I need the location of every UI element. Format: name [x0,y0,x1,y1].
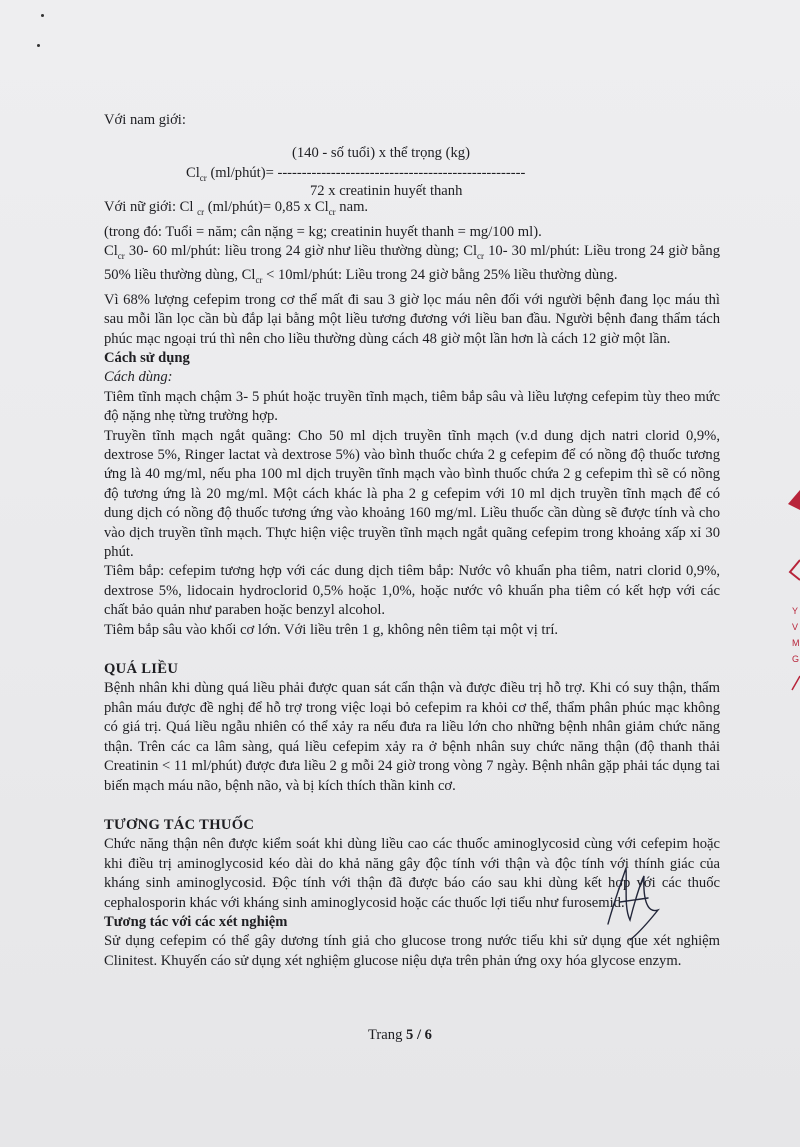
overdose-paragraph: Bệnh nhân khi dùng quá liều phải được quan sát cẩn thận và được điều trị hỗ trợ. Khi có suy thận, thẩm phân máu được đề nghị để hỗ trợ trong việc loại bỏ cefepim ra khỏi cơ thể, thẩm phân phúc mạc không có giá trị. Quá liều ngẫu nhiên có thể xảy ra nếu đưa ra liều lớn cho những bệnh nhân giảm chức năng thận. Trên các ca lâm sàng, quá liều cefepim xảy ra ở bệnh nhân suy chức năng thận (độ thanh thải Creatinin < 11 ml/phút) được đưa liều 2 g mỗi 24 giờ trong vòng 7 ngày. Bệnh nhân gặp phải tác dụng tai biến mạch máu não, bệnh não, và bị kích thích thần kinh cơ. [104,680,720,794]
dialysis-paragraph: Vì 68% lượng cefepim trong cơ thể mất đi sau 3 giờ lọc máu nên đối với người bệnh đang lọc máu thì sau mỗi lần lọc cần bù đắp lại bằng một liều tương đương với liều ban đầu. Người bệnh đang thẩm tách phúc mạc ngoại trú thì nên cho liều thường dùng cách 48 giờ một lần hơn là cách 12 giờ một lần. [104,291,720,347]
speck-mark [37,44,40,47]
female-formula: Với nữ giới: Cl $_{cr}$ (ml/phút)= 0,85 x $Cl_{cr}$ nam. [104,199,369,218]
lab-tests-paragraph: Sử dụng cefepim có thể gây dương tính giả cho glucose trong nước tiểu khi sử dụng que xét nghiệm Clinitest. Khuyến cáo sử dụng xét nghiệm glucose niệu dựa trên phản ứng oxy hóa glycose enzym. [104,933,720,969]
formula-lhs: $Cl_{cr}$ (ml/phút)= --------------------------------------------------- [186,165,526,184]
usage-paragraph: Tiêm tĩnh mạch chậm 3- 5 phút hoặc truyền tĩnh mạch, tiêm bắp sâu và liều lượng cefepim tùy theo mức độ nặng nhẹ từng trường hợp. [104,388,720,425]
fraction-bar: --------------------------------------------------- [277,165,526,182]
usage-subheading: Cách dùng: [104,369,173,386]
usage-paragraph: Tiêm bắp: cefepim tương hợp với các dung dịch tiêm bắp: Nước vô khuẩn pha tiêm, natri clorid 0,9%, dextrose 5%, lidocain hydroclorid 0,5% hoặc 1,0%, hoặc nước vô khuẩn pha tiêm có kết hợp với các chất bảo quản như paraben hoặc benzyl alcohol. [104,563,720,619]
stamp-letter: V [792,622,799,632]
speck-mark [41,14,44,17]
stamp-letter: Y [792,606,799,616]
red-stamp-edge [784,480,800,700]
lab-tests-heading: Tương tác với các xét nghiệm [104,913,288,930]
stamp-letter: G [792,654,800,664]
units-note: (trong đó: Tuổi = năm; cân nặng = kg; creatinin huyết thanh = mg/100 ml). [104,223,542,240]
usage-heading: Cách sử dụng [104,349,190,366]
formula-intro: Với nam giới: [104,112,186,128]
renal-dose-paragraph: $Cl_{cr}$ 30- 60 ml/phút: liều trong 24 giờ như liều thường dùng; $Cl_{cr}$ 10- 30 ml/phút: Liều trong 24 giờ bằng 50% liều thường dùng, $Cl_{cr}$ < 10ml/phút: Liều trong 24 giờ bằng 25% liều thường dùng. [104,243,720,286]
interactions-heading: TƯƠNG TÁC THUỐC [104,816,255,833]
usage-paragraph: Tiêm bắp sâu vào khối cơ lớn. Với liều trên 1 g, không nên tiêm tại một vị trí. [104,621,559,638]
formula-numerator: (140 - số tuổi) x thể trọng (kg) [292,145,470,162]
creatinine-clearance-formula [104,130,720,198]
usage-paragraph: Truyền tĩnh mạch ngắt quãng: Cho 50 ml dịch truyền tĩnh mạch (v.d dung dịch natri clorid 0,9%, dextrose 5%, Ringer lactat và dextrose 5%) vào bình thuốc chứa 2 g cefepim để có nồng độ thuốc tương ứng là 40 mg/ml, nếu pha 100 ml dịch truyền tĩnh mạch vào bình thuốc chứa 2 g cefepim thì sẽ có nồng độ tương ứng là 20 mg/ml. Một cách khác là pha 2 g cefepim với 10 ml dịch truyền tĩnh mạch để có dung dịch có nồng độ thuốc tương ứng vào khoảng 160 mg/ml. Liều thuốc cần dùng sẽ được tính và cho vào dịch truyền tĩnh mạch. Thực hiện việc truyền tĩnh mạch ngắt quãng cefepim trong khoảng xấp xỉ 30 phút. [104,427,720,561]
page-content [104,111,720,971]
signature-mark [600,862,670,947]
page-number: Trang 5 / 6 [368,1027,432,1043]
stamp-letter: M [792,638,800,648]
formula-denominator: 72 x creatinin huyết thanh [310,183,463,200]
overdose-heading: QUÁ LIỀU [104,661,179,678]
interactions-paragraph: Chức năng thận nên được kiểm soát khi dùng liều cao các thuốc aminoglycosid cùng với cefepim hoặc khi điều trị aminoglycosid kéo dài do khả năng gây độc tính với thận và độc tính với thính giác của kháng sinh aminoglycosid. Độc tính với thận đã được báo cáo sau khi dùng kết hợp với các thuốc cephalosporin khác với kháng sinh aminoglycosid hoặc các thuốc lợi tiểu như furosemid. [104,836,720,911]
